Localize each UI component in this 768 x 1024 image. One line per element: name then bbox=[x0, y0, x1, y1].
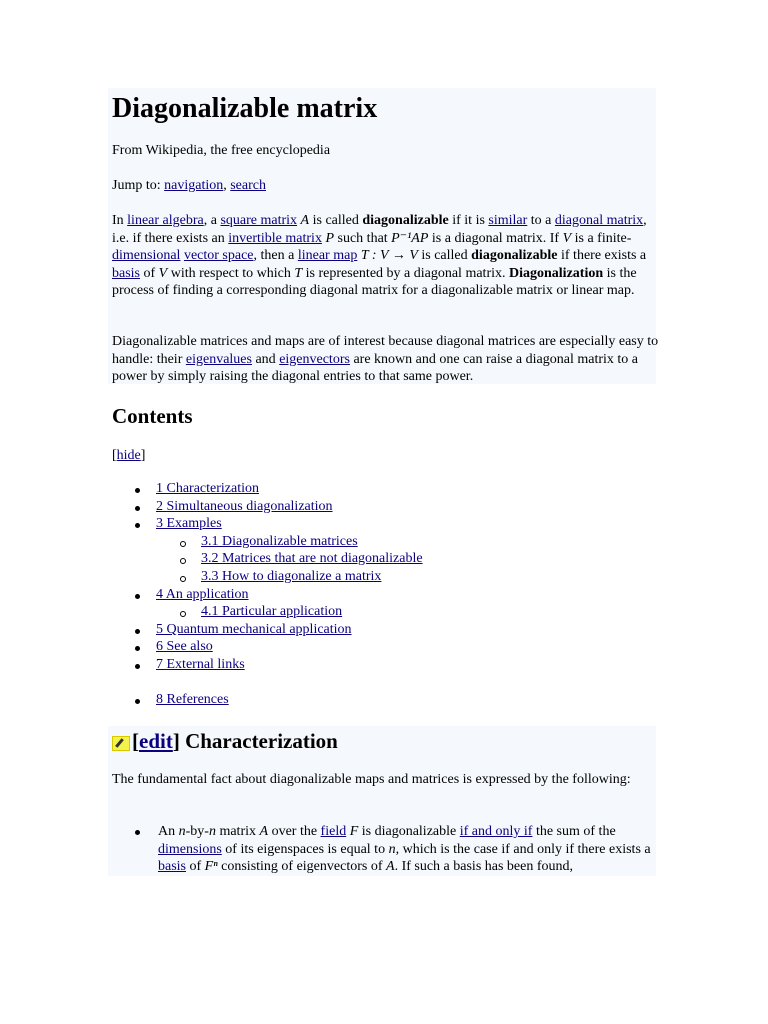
link-vector-space[interactable]: vector space bbox=[183, 248, 254, 263]
link-linear-algebra[interactable]: linear algebra bbox=[127, 213, 204, 228]
link-dimensional[interactable]: dimensional bbox=[112, 248, 181, 263]
toc-item-characterization[interactable]: 1 Characterization bbox=[156, 481, 260, 496]
toc-subbullet bbox=[180, 558, 186, 564]
link-basis[interactable]: basis bbox=[112, 265, 140, 281]
intro-paragraph-2: Diagonalizable matrices and maps are of interest because diagonal matrices are especially easy to handle: their eigenvalues and eigenvectors are known and one can raise a diagonal matrix to a power by simply raising the diagonal entries to that same power. bbox=[112, 334, 659, 384]
toc-item-external-links[interactable]: 7 External links bbox=[156, 657, 245, 672]
toc-subbullet bbox=[180, 576, 186, 582]
subtitle: From Wikipedia, the free encyclopedia bbox=[112, 143, 331, 158]
toc-subbullet bbox=[180, 541, 186, 547]
toc-bullet bbox=[135, 488, 140, 493]
list-bullet bbox=[135, 830, 140, 835]
link-eigenvectors[interactable]: eigenvectors bbox=[279, 351, 350, 367]
formula-map: T : V → V bbox=[360, 248, 418, 263]
toc-item-references[interactable]: 8 References bbox=[156, 692, 229, 707]
toc-bullet bbox=[135, 506, 140, 511]
toc-bullet bbox=[135, 629, 140, 634]
toc-bullet bbox=[135, 523, 140, 528]
toc-item-see-also[interactable]: 6 See also bbox=[156, 639, 213, 654]
link-field[interactable]: field bbox=[320, 824, 347, 839]
formula-similarity: P⁻¹AP bbox=[391, 230, 429, 246]
intro-paragraph-1: In linear algebra, a square matrix A is called diagonalizable if it is similar to a diagonal matrix, i.e. if there exists an invertible matrix P such that P⁻¹AP is a diagonal matrix. If V is a finite-dimensional vector space, then a linear map T : V → V is called diagonalizable if there exists a basis of V with respect to which T is represented by a diagonal matrix. Diagonalization is the process of finding a corresponding diagonal matrix for a diagonalizable matrix or linear map. bbox=[112, 213, 647, 298]
toc-item-diagonalizable-matrices[interactable]: 3.1 Diagonalizable matrices bbox=[201, 534, 358, 549]
search-link[interactable]: search bbox=[230, 178, 266, 193]
toc-item-examples[interactable]: 3 Examples bbox=[156, 516, 222, 531]
link-invertible-matrix[interactable]: invertible matrix bbox=[228, 230, 322, 246]
toc-item-how-to-diagonalize[interactable]: 3.3 How to diagonalize a matrix bbox=[201, 569, 382, 584]
toc-toggle: [hide] bbox=[112, 448, 146, 463]
page-title: Diagonalizable matrix bbox=[112, 93, 378, 124]
link-similar[interactable]: similar bbox=[488, 213, 528, 228]
contents-heading: Contents bbox=[112, 404, 193, 428]
toc-item-particular-application[interactable]: 4.1 Particular application bbox=[201, 604, 343, 619]
toc-item-not-diagonalizable[interactable]: 3.2 Matrices that are not diagonalizable bbox=[201, 551, 423, 566]
toc-item-quantum[interactable]: 5 Quantum mechanical application bbox=[156, 622, 352, 637]
toc-subbullet bbox=[180, 611, 186, 617]
toc-bullet bbox=[135, 699, 140, 704]
link-diagonal-matrix[interactable]: diagonal matrix bbox=[554, 213, 644, 228]
toc-hide-link[interactable]: hide bbox=[116, 448, 141, 463]
toc-item-application[interactable]: 4 An application bbox=[156, 587, 249, 602]
section-characterization-heading: [edit] Characterization bbox=[112, 729, 338, 754]
section-edit-link[interactable]: edit bbox=[139, 729, 173, 753]
section-characterization-intro: The fundamental fact about diagonalizable maps and matrices is expressed by the following: bbox=[112, 772, 631, 787]
jump-links: Jump to: navigation, search bbox=[112, 178, 266, 193]
toc-bullet bbox=[135, 646, 140, 651]
characterization-list-item: An n-by-n matrix A over the field F is diagonalizable if and only if the sum of the dimensions of its eigenspaces is equal to n, which is the case if and only if there exists a basis of Fⁿ consisting of eigenvectors of A. If such a basis has been found, bbox=[158, 824, 651, 874]
navigation-link[interactable]: navigation bbox=[164, 178, 224, 193]
link-square-matrix[interactable]: square matrix bbox=[220, 213, 298, 228]
link-basis-2[interactable]: basis bbox=[158, 859, 186, 874]
edit-pencil-icon[interactable] bbox=[112, 736, 130, 751]
link-eigenvalues[interactable]: eigenvalues bbox=[185, 351, 252, 367]
toc-bullet bbox=[135, 594, 140, 599]
link-dimensions[interactable]: dimensions bbox=[158, 841, 222, 857]
link-linear-map[interactable]: linear map bbox=[297, 248, 358, 263]
toc-item-simultaneous[interactable]: 2 Simultaneous diagonalization bbox=[156, 499, 333, 514]
link-if-and-only-if[interactable]: if and only if bbox=[459, 824, 533, 839]
toc-bullet bbox=[135, 664, 140, 669]
